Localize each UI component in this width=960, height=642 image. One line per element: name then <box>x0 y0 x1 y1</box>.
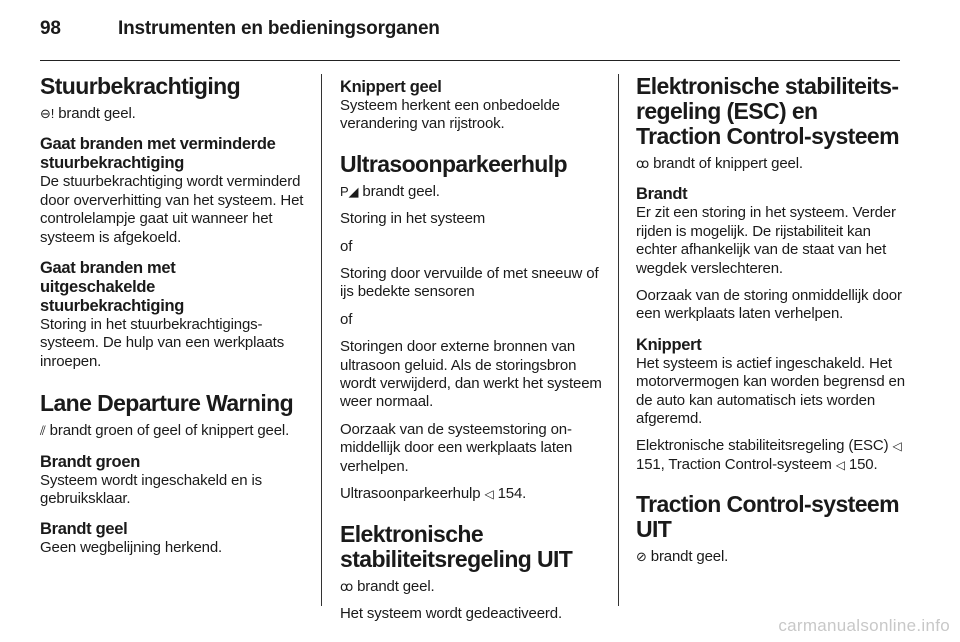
paragraph: Storingen door externe bronnen van ultrasoon geluid. Als de storingsbron wordt verwijderd, dan werkt het systeem weer normaal. <box>340 338 602 411</box>
lane-departure-icon: ⫽ <box>40 423 46 439</box>
paragraph: Het systeem is actief ingeschakeld. Het motorvermogen kan worden begrensd en de auto kan automatisch iets worden afgeremd. <box>636 354 905 428</box>
paragraph: of <box>340 310 353 328</box>
column-2 <box>340 74 608 632</box>
reference-arrow-icon: ◁ <box>835 457 845 472</box>
paragraph: Het systeem wordt gedeactiveerd. <box>340 604 562 622</box>
cross-reference-link[interactable]: Elektronische stabiliteitsregeling (ESC) <box>636 437 889 455</box>
paragraph: Systeem herkent een onbedoelde verandering van rijstrook. <box>340 97 560 133</box>
chapter-title: Instrumenten en bedieningsorganen <box>118 18 440 39</box>
esc-status-text: brandt of knippert geel. <box>653 155 803 172</box>
subheading-blinking-yellow: Knippert geel <box>340 78 442 96</box>
esc-off-status-text: brandt geel. <box>357 577 435 595</box>
paragraph: De stuurbekrachtiging wordt verminderd door oververhitting van het systeem. Het controlelampje gaat uit wanneer het systeem is afgekoeld. <box>40 173 304 246</box>
subheading-burning: Brandt <box>636 185 688 204</box>
paragraph: Storing in het stuurbekrachtigingssysteem. De hulp van een werkplaats inroepen. <box>40 316 285 370</box>
section-title-traction-off: Traction Control-systeem UIT <box>636 491 899 543</box>
lane-status-text: brandt groen of geel of knippert geel. <box>49 422 290 440</box>
subheading-disabled-steering: Gaat branden met uitgeschakelde stuurbekrachtiging <box>40 259 185 316</box>
section-title-esc-off: Elektronische stabiliteitsregeling UIT <box>340 520 573 572</box>
watermark: carmanualsonline.info <box>778 616 950 635</box>
page-number: 98 <box>40 18 61 39</box>
section-title-esc-traction: Elektronische stabiliteitsregeling (ESC) en Traction Control-systeem <box>636 73 900 149</box>
subheading-reduced-steering: Gaat branden met verminderde stuurbekrachtiging <box>40 135 276 173</box>
paragraph: Storing in het systeem <box>340 210 486 228</box>
parking-assist-icon: P◢ <box>340 183 359 199</box>
esc-warning-icon: ꝏ <box>636 156 650 171</box>
paragraph: Oorzaak van de storing onmiddellijk door een werkplaats laten verhelpen. <box>636 287 902 323</box>
subheading-green: Brandt groen <box>40 452 140 471</box>
steering-status-text: brandt geel. <box>58 105 136 122</box>
reference-arrow-icon: ◁ <box>484 487 494 502</box>
paragraph: Storing door vervuilde of met sneeuw of ijs bedekte sensoren <box>340 265 599 301</box>
traction-off-status-text: brandt geel. <box>650 548 729 566</box>
reference-page: 154. <box>497 485 527 503</box>
subheading-yellow: Brandt geel <box>40 520 128 539</box>
paragraph: Systeem wordt ingeschakeld en is gebruiksklaar. <box>40 471 262 508</box>
column-divider-2 <box>618 74 619 606</box>
parking-status-text: brandt geel. <box>362 182 440 200</box>
reference-arrow-icon: ◁ <box>892 439 902 454</box>
page-header <box>40 18 440 40</box>
column-1 <box>40 74 308 567</box>
power-steering-warning-icon: ⊖! <box>40 106 55 121</box>
paragraph: of <box>340 237 353 255</box>
column-divider-1 <box>321 74 322 606</box>
paragraph: Oorzaak van de systeemstoring onmiddellijk door een werkplaats laten verhelpen. <box>340 420 573 475</box>
reference-page: 150. <box>848 455 878 473</box>
subheading-blinking: Knippert <box>636 335 702 354</box>
section-title-parking-assist: Ultrasoonparkeerhulp <box>340 150 567 177</box>
column-3 <box>636 74 906 576</box>
section-title-stuurbekrachtiging: Stuurbekrachtiging <box>40 73 241 99</box>
cross-reference-link[interactable]: Ultrasoonparkeerhulp <box>340 485 481 503</box>
paragraph: Er zit een storing in het systeem. Verder rijden is mogelijk. De rijstabiliteit kan echter afhankelijk van de staat van het wegdek verslechteren. <box>636 204 896 277</box>
section-title-lane-departure: Lane Departure Warning <box>40 390 294 417</box>
traction-control-off-icon: ⊘ <box>636 549 647 565</box>
cross-reference-link[interactable]: 151, Traction Control-systeem <box>636 455 832 473</box>
esc-off-icon: ꝏ <box>340 578 354 594</box>
header-rule <box>40 60 900 61</box>
paragraph: Geen wegbelijning herkend. <box>40 539 223 557</box>
